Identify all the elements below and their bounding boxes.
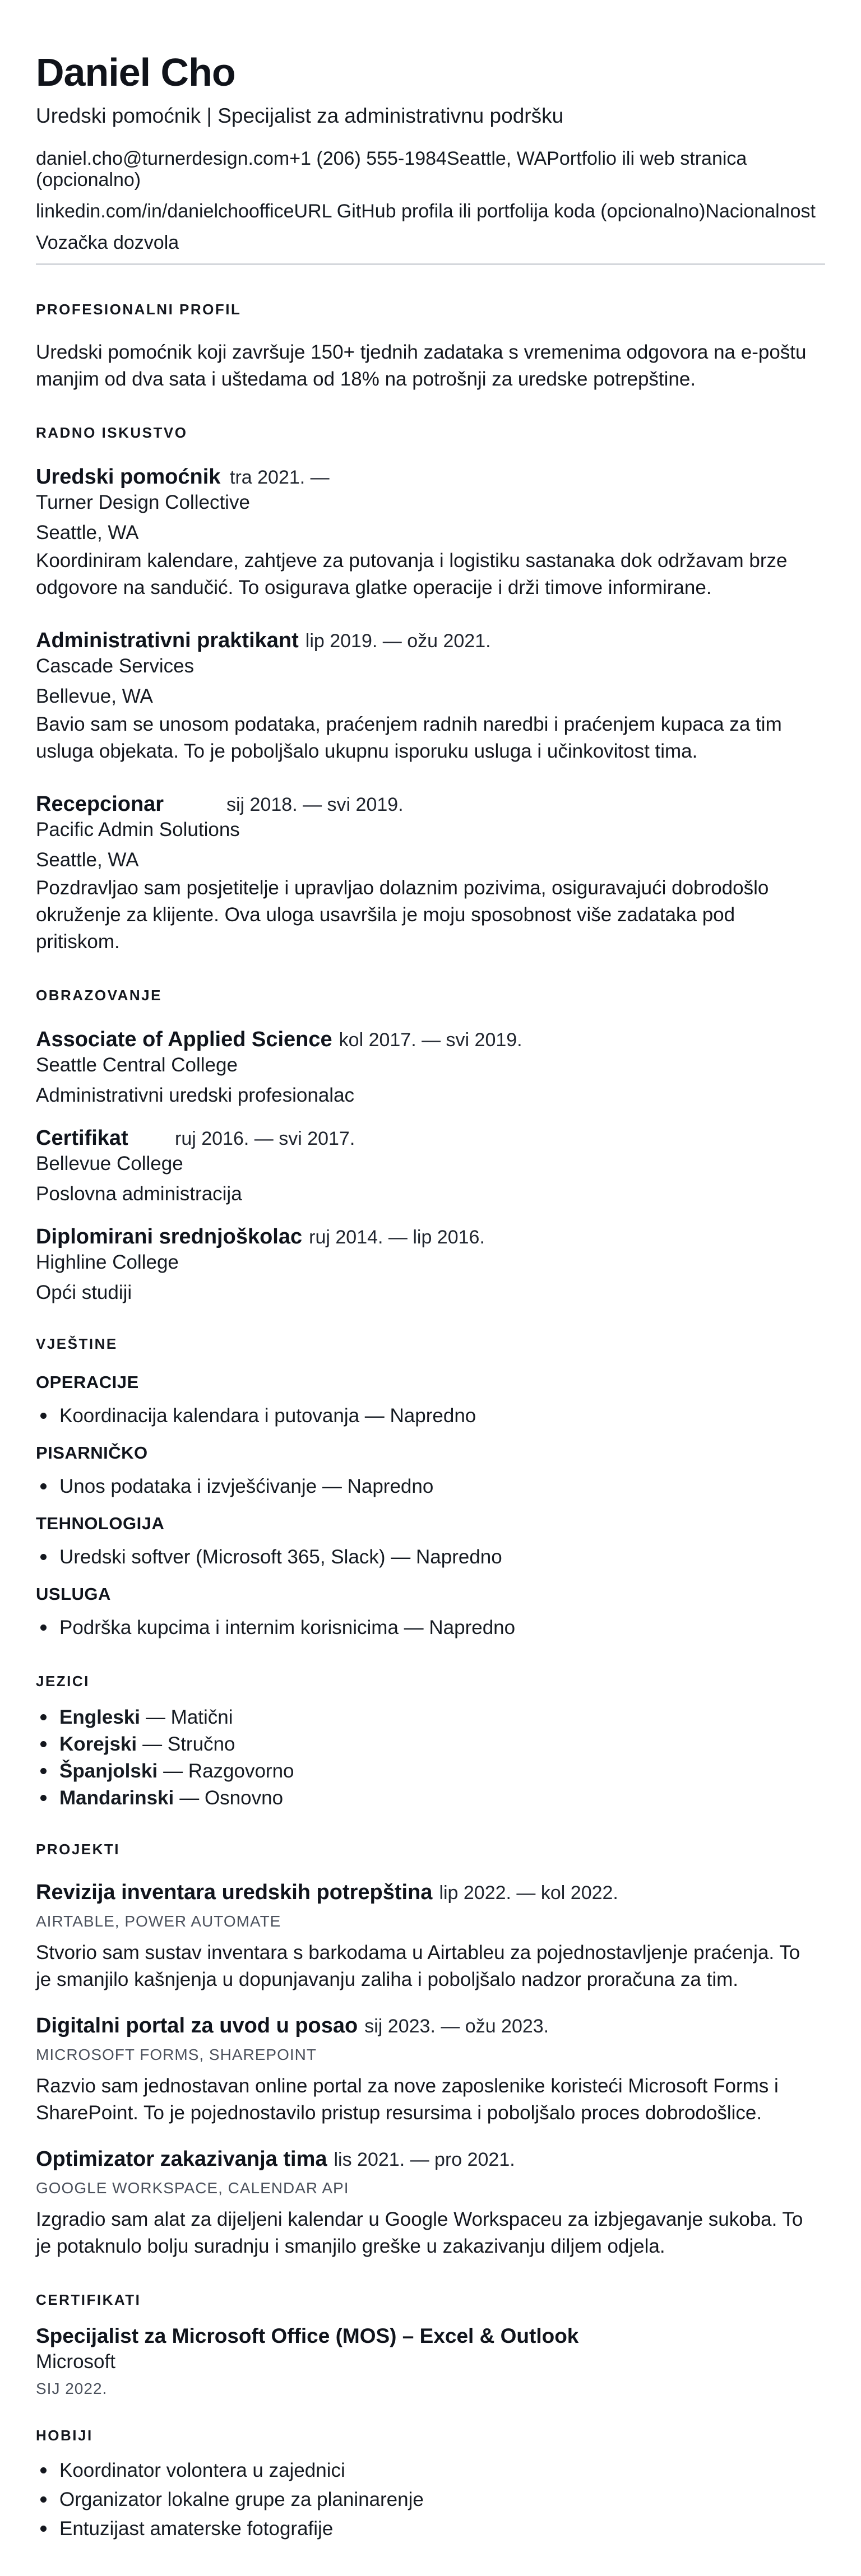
person-name: Daniel Cho: [36, 50, 235, 94]
project-description: Izgradio sam alat za dijeljeni kalendar u Google Workspaceu za izbjegavanje sukoba. To je potaknulo bolju suradnju i smanjilo greške u zakazivanju diljem odjela.: [36, 2208, 803, 2258]
contact-line: Vozačka dozvola: [36, 232, 179, 254]
section-skills: [36, 1335, 825, 1639]
section-hobbies: [36, 2427, 825, 2540]
skill-group-title: USLUGA: [36, 1584, 111, 1604]
section-heading: CERTIFIKATI: [36, 2291, 141, 2309]
language-name: Engleski: [59, 1706, 140, 1729]
education-title-row: [36, 1126, 825, 1150]
project-title-row: [36, 2147, 825, 2171]
education-entry: [36, 1126, 825, 1205]
job-dates: sij 2018. — svi 2019.: [226, 794, 404, 816]
job-title: Administrativni praktikant: [36, 629, 299, 653]
project-dates: lip 2022. — kol 2022.: [439, 1882, 618, 1904]
education-entry: [36, 1027, 825, 1107]
skill-group-title: TEHNOLOGIJA: [36, 1514, 165, 1534]
language-level: — Matični: [145, 1706, 233, 1729]
skill-group: [36, 1514, 825, 1568]
skill-group: [36, 1584, 825, 1639]
language-item: [36, 1733, 825, 1756]
section-languages: [36, 1673, 825, 1809]
skill-list: [36, 1405, 825, 1427]
skill-list: [36, 1475, 825, 1498]
education-dates: ruj 2016. — svi 2017.: [175, 1128, 355, 1150]
skill-item: Podrška kupcima i internim korisnicima — Napredno: [36, 1617, 825, 1639]
project-title: Revizija inventara uredskih potrepština: [36, 1881, 433, 1905]
skill-group-title: OPERACIJE: [36, 1372, 139, 1393]
skill-item: Unos podataka i izvješćivanje — Napredno: [36, 1475, 825, 1498]
job-description: Pozdravljao sam posjetitelje i upravljao dolaznim pozivima, osiguravajući dobrodošlo okruženje za klijente. Ova uloga usavršila je moju sposobnost više zadataka pod pritiskom.: [36, 877, 769, 953]
education-entry: [36, 1224, 825, 1304]
section-education: [36, 987, 825, 1304]
project-title: Optimizator zakazivanja tima: [36, 2147, 327, 2171]
resume-header: [36, 52, 825, 265]
job-entry: [36, 792, 825, 955]
education-school: Seattle Central College: [36, 1054, 238, 1076]
project-tech: MICROSOFT FORMS, SHAREPOINT: [36, 2046, 317, 2064]
project-description: Razvio sam jednostavan online portal za nove zaposlenike koristeći Microsoft Forms i SharePoint. To je pojednostavilo pristup resursima i poboljšalo proces dobrodošlice.: [36, 2075, 779, 2124]
header-divider: [36, 263, 825, 265]
project-dates: lis 2021. — pro 2021.: [334, 2149, 515, 2171]
education-degree: Certifikat: [36, 1126, 128, 1150]
job-location: Seattle, WA: [36, 522, 139, 544]
language-name: Španjolski: [59, 1760, 158, 1783]
section-heading: JEZICI: [36, 1673, 90, 1690]
language-item: [36, 1787, 825, 1809]
section-experience: [36, 424, 825, 955]
job-title: Recepcionar: [36, 792, 164, 816]
contact-line: daniel.cho@turnerdesign.com+1 (206) 555-1984Seattle, WAPortfolio ili web stranica (opcionalno): [36, 148, 747, 191]
project-title-row: [36, 2013, 825, 2038]
project-tech: GOOGLE WORKSPACE, CALENDAR API: [36, 2179, 349, 2197]
project-dates: sij 2023. — ožu 2023.: [364, 2016, 549, 2037]
certification-date: SIJ 2022.: [36, 2380, 108, 2398]
project-entry: [36, 2147, 825, 2260]
education-title-row: [36, 1224, 825, 1249]
job-description: Bavio sam se unosom podataka, praćenjem radnih naredbi i praćenjem kupaca za tim usluga objekata. To je poboljšalo ukupnu isporuku usluga i učinkovitost tima.: [36, 713, 782, 763]
job-location: Bellevue, WA: [36, 685, 153, 708]
education-field: Poslovna administracija: [36, 1183, 242, 1205]
job-dates: lip 2019. — ožu 2021.: [305, 630, 491, 652]
education-degree: Diplomirani srednjoškolac: [36, 1225, 303, 1249]
hobby-item: Entuzijast amaterske fotografije: [36, 2518, 825, 2540]
project-tech: AIRTABLE, POWER AUTOMATE: [36, 1913, 281, 1930]
section-heading: VJEŠTINE: [36, 1335, 118, 1353]
education-dates: kol 2017. — svi 2019.: [339, 1029, 522, 1051]
job-entry: [36, 628, 825, 765]
job-title-row: [36, 628, 825, 653]
section-heading: PROFESIONALNI PROFIL: [36, 301, 242, 318]
language-level: — Stručno: [142, 1733, 235, 1756]
job-description: Koordiniram kalendare, zahtjeve za putovanja i logistiku sastanaka dok održavam brze odgovore na sandučić. To osigurava glatke operacije i drži timove informirane.: [36, 550, 788, 599]
language-list: [36, 1706, 825, 1809]
education-title-row: [36, 1027, 825, 1052]
skill-item: Uredski softver (Microsoft 365, Slack) — Napredno: [36, 1546, 825, 1568]
section-certifications: [36, 2291, 825, 2398]
skill-group: [36, 1372, 825, 1427]
project-title: Digitalni portal za uvod u posao: [36, 2014, 358, 2038]
job-location: Seattle, WA: [36, 849, 139, 871]
hobby-item: Koordinator volontera u zajednici: [36, 2459, 825, 2482]
hobby-list: [36, 2459, 825, 2540]
project-entry: [36, 2013, 825, 2127]
certification-entry: [36, 2324, 825, 2398]
language-name: Korejski: [59, 1733, 137, 1756]
job-title-row: [36, 792, 825, 816]
language-item: [36, 1760, 825, 1783]
certification-name: Specijalist za Microsoft Office (MOS) – Excel & Outlook: [36, 2324, 579, 2348]
section-heading: RADNO ISKUSTVO: [36, 424, 188, 442]
section-heading: PROJEKTI: [36, 1841, 121, 1858]
skill-group: [36, 1443, 825, 1498]
education-degree: Associate of Applied Science: [36, 1028, 332, 1052]
job-company: Turner Design Collective: [36, 491, 250, 514]
hobby-item: Organizator lokalne grupe za planinarenje: [36, 2489, 825, 2511]
section-profile: [36, 301, 825, 393]
education-field: Opći studiji: [36, 1282, 132, 1304]
section-heading: OBRAZOVANJE: [36, 987, 162, 1004]
education-school: Highline College: [36, 1251, 179, 1274]
contact-block: [36, 148, 825, 253]
person-headline: Uredski pomoćnik | Specijalist za administrativnu podršku: [36, 104, 564, 128]
job-title-row: [36, 465, 825, 489]
section-projects: [36, 1841, 825, 2260]
job-entry: [36, 465, 825, 601]
section-heading: HOBIJI: [36, 2427, 93, 2444]
skill-item: Koordinacija kalendara i putovanja — Napredno: [36, 1405, 825, 1427]
job-dates: tra 2021. —: [230, 467, 330, 489]
job-title: Uredski pomoćnik: [36, 465, 221, 489]
language-level: — Osnovno: [179, 1787, 284, 1809]
language-level: — Razgovorno: [163, 1760, 294, 1783]
project-description: Stvorio sam sustav inventara s barkodama u Airtableu za pojednostavljenje praćenja. To je smanjilo kašnjenja u dopunjavanju zaliha i poboljšalo nadzor proračuna za tim.: [36, 1942, 800, 1991]
education-school: Bellevue College: [36, 1153, 183, 1175]
education-field: Administrativni uredski profesionalac: [36, 1084, 355, 1107]
contact-line: linkedin.com/in/danielchoofficeURL GitHub profila ili portfolija koda (opcionalno)Nacionalnost: [36, 201, 816, 222]
project-title-row: [36, 1880, 825, 1905]
language-name: Mandarinski: [59, 1787, 174, 1809]
certification-issuer: Microsoft: [36, 2351, 115, 2373]
job-company: Pacific Admin Solutions: [36, 819, 240, 841]
skill-group-title: PISARNIČKO: [36, 1443, 148, 1463]
project-entry: [36, 1880, 825, 1993]
skill-list: [36, 1617, 825, 1639]
job-company: Cascade Services: [36, 655, 195, 677]
education-dates: ruj 2014. — lip 2016.: [309, 1227, 485, 1248]
profile-text: Uredski pomoćnik koji završuje 150+ tjednih zadataka s vremenima odgovora na e-poštu manjim od dva sata i uštedama od 18% na potrošnji za uredske potrepštine.: [36, 341, 807, 391]
language-item: [36, 1706, 825, 1729]
skill-list: [36, 1546, 825, 1568]
